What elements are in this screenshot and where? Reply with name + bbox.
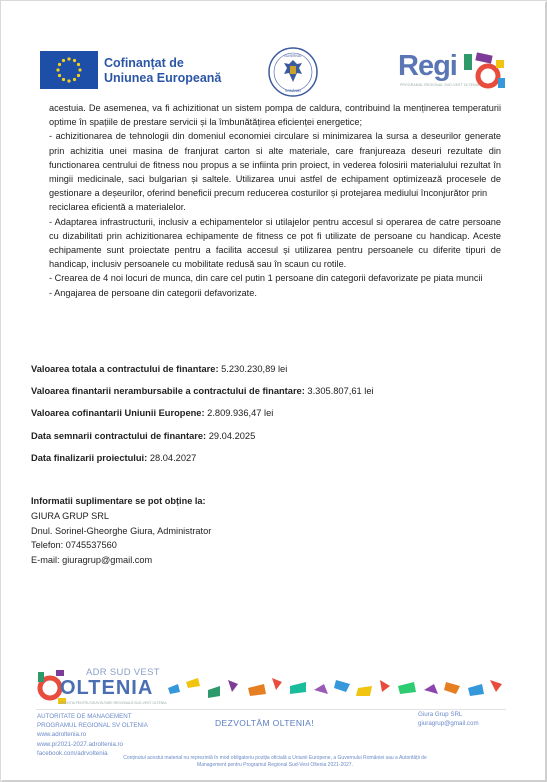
- footer-left-line: PROGRAMUL REGIONAL SV OLTENIA: [37, 722, 148, 730]
- contract-signing-date: [31, 431, 255, 441]
- svg-text:GUVERNUL: GUVERNUL: [284, 54, 302, 58]
- eu-cofinancing-label: [104, 56, 221, 86]
- footer-link[interactable]: www.pr2021-2027.adroltenia.ro: [37, 740, 123, 748]
- contact-block: [31, 494, 211, 568]
- footer-slogan: DEZVOLTĂM OLTENIA!: [215, 718, 314, 728]
- svg-text:ROMÂNIEI: ROMÂNIEI: [285, 89, 301, 93]
- footer-company-name: Giura Grup SRL: [418, 711, 463, 718]
- regio-subtitle: PROGRAMUL REGIONAL SUD-VEST OLTENIA: [400, 83, 480, 87]
- financial-label: Data semnarii contractului de finantare:: [31, 431, 207, 441]
- project-end-date: [31, 453, 196, 463]
- footer-link[interactable]: www.adroltenia.ro: [37, 731, 87, 739]
- financial-label: Data finalizarii proiectului:: [31, 453, 148, 463]
- paragraph-recycling: reciclarea eficientă a materialelor.: [49, 202, 186, 213]
- financial-nonreimbursable: [31, 386, 374, 396]
- romanian-government-seal-icon: [266, 46, 320, 98]
- financial-label: Valoarea finantarii nerambursabile a contractului de finantare:: [31, 386, 305, 396]
- project-description: [49, 101, 501, 300]
- eu-line-2: Uniunea Europeană: [104, 71, 222, 85]
- footer-company-email[interactable]: giuragrup@gmail.com: [418, 720, 479, 727]
- footer-authority-block: [37, 712, 148, 758]
- paragraph-accessibility: - Adaptarea infrastructurii, inclusiv a echipamentelor si utilajelor pentru accesul si operarea de catre persoane cu dizabilitati prin achizitionarea echipamente de fitness ce pot fi utilizate de persoane cu handicap. Aceste echipamente sunt proiectate pentru a facilita accesul și utilizarea pentru persoanele cu diferite tipuri de handicap, inclusiv persoanele cu mobilitate redusă sau în scaun cu rotile.: [49, 216, 501, 270]
- contact-person: Dnul. Sorinel-Gheorghe Giura, Administrator: [31, 525, 212, 536]
- footer-oltenia-subtitle: AGENȚIA PENTRU DEZVOLTARE REGIONALĂ SUD-VEST OLTENIA: [60, 701, 167, 705]
- financial-label: Valoarea cofinantarii Uniunii Europene:: [31, 408, 205, 418]
- financial-value: 29.04.2025: [206, 431, 256, 441]
- paragraph-heat-pump: acestuia. De asemenea, va fi achizitionat un sistem pompa de caldura, contribuind la menținerea temperaturii optime în spațiile de prestare servicii și la îmbunătățirea eficienței energetice;: [49, 103, 501, 128]
- financial-label: Valoarea totala a contractului de finantare:: [31, 364, 219, 374]
- financial-value: 3.305.807,61 lei: [304, 386, 374, 396]
- contact-email: E-mail: giuragrup@gmail.com: [31, 555, 153, 566]
- contact-phone: Telefon: 0745537560: [31, 540, 117, 551]
- footer-link[interactable]: facebook.com/adrvoltenia: [37, 749, 108, 757]
- financial-value: 2.809.936,47 lei: [204, 408, 274, 418]
- eu-flag-icon: [40, 51, 98, 89]
- financial-value: 5.230.230,89 lei: [218, 364, 288, 374]
- contact-heading: Informatii suplimentare se pot obține la:: [31, 496, 206, 506]
- eu-line-1: Cofinanțat de: [104, 56, 184, 70]
- footer-disclaimer: Conținutul acestui material nu reprezintă în mod obligatoriu poziția oficială a Uniunii Europene, a Guvernului României sau a Autorității de Management pentru Programul Regional Sud-Vest Oltenia 2021-2027.: [123, 755, 427, 769]
- paragraph-circular-economy: - achizitionarea de tehnologii din domeniul economiei circulare si minimizarea la sursa a deseurilor generate prin achizitia unei masina de franjurat carton si alte materiale, care franjureaza deseuri rezultate din functionarea centrului de fitness nou propus a se infiinta prin proiect, in vederea folosirii materialului rezultat în mingii medicinale, saci bulgarian și saltele. Utilizarea unui astfel de echipament optimizează procesele de gestionare a deșeurilor, oferind beneficii precum reducerea costurilor și protejarea mediului înconjurător prin: [49, 131, 501, 199]
- regio-logo-word: Regi: [398, 50, 457, 82]
- financial-eu-cofinancing: [31, 408, 273, 418]
- footer-adr-label: ADR SUD VEST: [86, 667, 160, 678]
- footer-left-line: AUTORITATE DE MANAGEMENT: [37, 713, 132, 720]
- paragraph-hiring: - Angajarea de persoane din categorii defavorizate.: [49, 287, 257, 298]
- contact-company: GIURA GRUP SRL: [31, 510, 109, 521]
- footer-oltenia-label: OLTENIA: [60, 677, 154, 699]
- paragraph-jobs: - Crearea de 4 noi locuri de munca, din care cel putin 1 persoane din categorii defavorizate pe piata muncii: [49, 273, 483, 284]
- financial-total-value: [31, 364, 287, 374]
- decorative-shapes-strip: [168, 674, 508, 704]
- footer-company-block: [418, 710, 479, 728]
- financial-value: 28.04.2027: [147, 453, 197, 463]
